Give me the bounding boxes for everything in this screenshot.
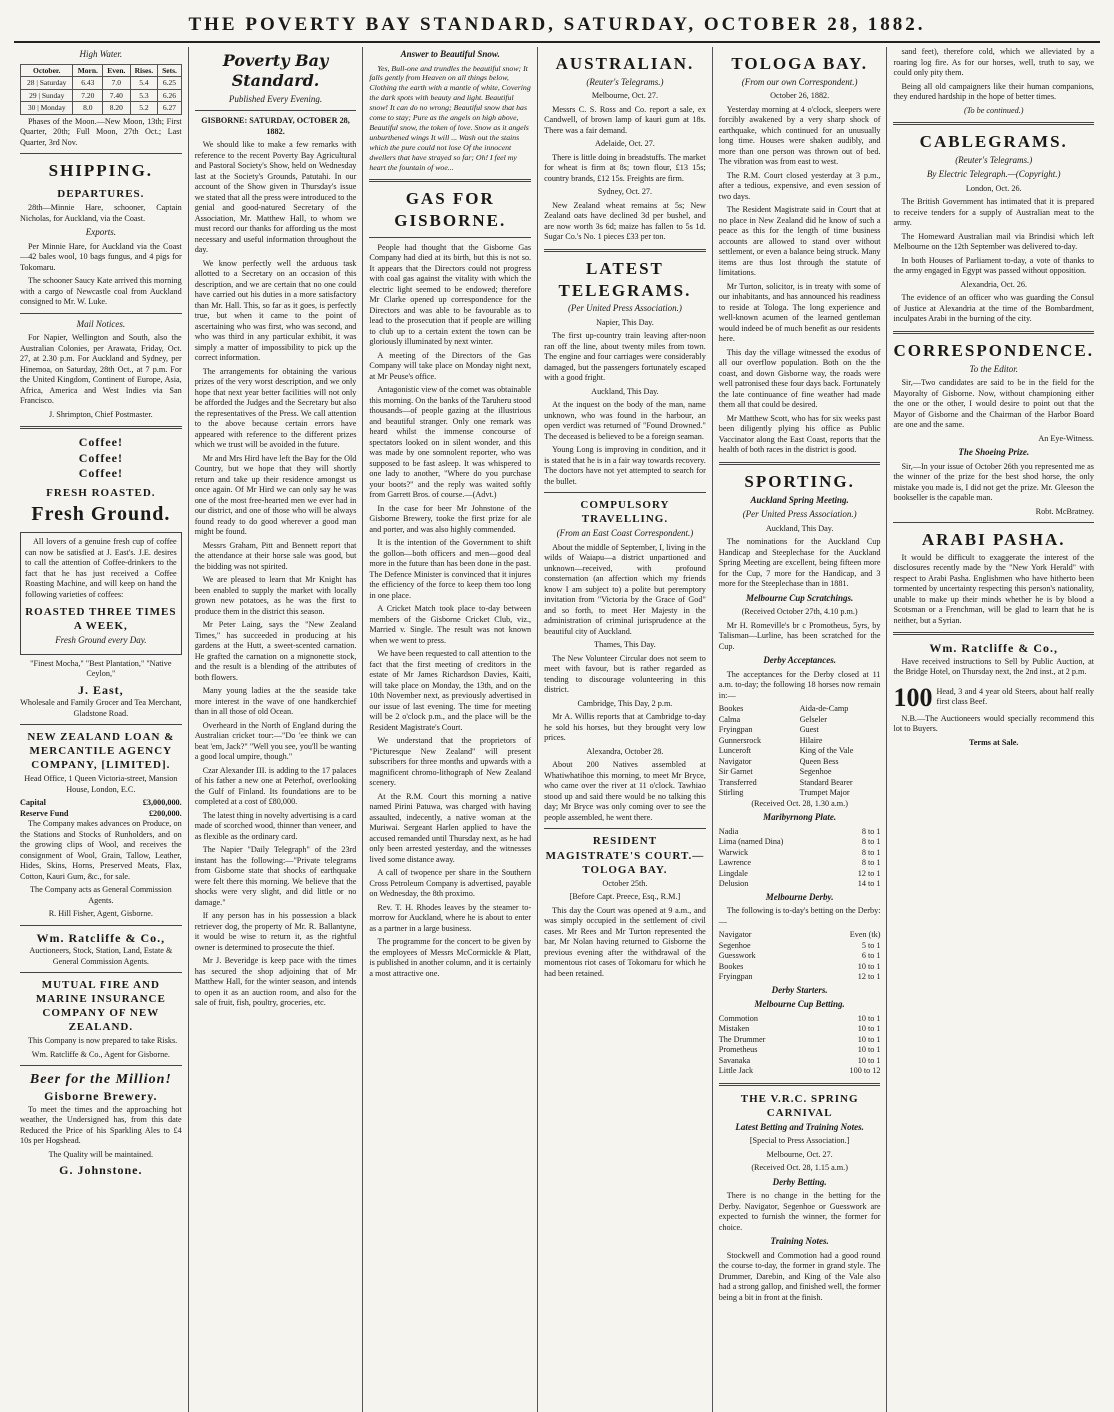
article-paragraph: The programme for the concert to be given by the employees of Messrs McCormickle & Platt, is published in another column, and it is certainly a most attractive one. <box>369 937 532 978</box>
brewery-text: To meet the times and the approaching hot weather, the Undersigned has, from this date Reduced the Price of his Sparkling Ales to £4 10s per Hogshead. <box>20 1104 182 1146</box>
brewery: Gisborne Brewery. <box>44 1089 158 1104</box>
article-paragraph: Young Long is improving in condition, and it is stated that he is in a fair way towards recovery. The doctors have not yet attempted to search for the bullet. <box>544 445 706 486</box>
capital-row: Capital £3,000,000. <box>20 798 182 808</box>
list-item: Bookes <box>718 704 744 714</box>
odds-row <box>719 1056 881 1067</box>
melb-derby: Melbourne Derby. <box>765 891 834 902</box>
head-office: Head Office, 1 Queen Victoria-street, Mansion House, London, E.C. <box>24 774 178 794</box>
dateline-london: London, Oct. 26. <box>965 183 1022 193</box>
tologa-date: October 26, 1882. <box>770 91 830 101</box>
derby-odds-list <box>719 930 881 983</box>
tide-cell: 6.27 <box>158 102 181 115</box>
article-paragraph: If any person has in his possession a black retriever dog, the property of Mr. R. Ballantyne, it would be wise to return it, as the rightful owner is determined to prosecute the thief. <box>194 911 357 952</box>
odds-row <box>719 1066 881 1077</box>
mutual-agent: Wm. Ratcliffe & Co., Agent for Gisborne. <box>31 1049 170 1059</box>
list-item: Standard Bearer <box>799 777 853 787</box>
dateline-adelaide: Adelaide, Oct. 27. <box>595 139 655 149</box>
odds-row <box>719 1014 881 1025</box>
list-item: Transferred <box>718 777 757 787</box>
article-paragraph: The New Volunteer Circular does not seem to meet with favour, but is rather regarded as tending to discourage volunteering in this district. <box>544 653 706 695</box>
list-item: Stirling <box>718 788 744 798</box>
column-5 <box>713 47 888 1412</box>
article-paragraph: Antagonistic view of the comet was obtainable this morning. On the banks of the Taruheru stood thousands—of people gazing at the illustrious and beautiful stranger. Only one remark was heard whilst the immense concourse of spectators looked on in silent wonder, and this was made by one somnolent reporter, who was supposed to be fast asleep. It was whispered to one lady to another, "Where do you purchase your boots?" and the reply was waited softly from Garrett Bros. of course.—(Advt.) <box>369 385 532 500</box>
odds-row <box>719 848 881 859</box>
latest-telegrams-heading: LATEST TELEGRAMS. <box>558 258 692 300</box>
article-paragraph: The following is to-day's betting on the Derby:— <box>718 906 881 926</box>
odds-row <box>719 951 881 962</box>
odds-value: 10 to 1 <box>857 1045 881 1055</box>
derby-acc: Derby Acceptances. <box>763 655 836 666</box>
spring-meeting: Auckland Spring Meeting. <box>750 494 849 505</box>
paper-title: Poverty Bay Standard. <box>222 51 329 91</box>
head-count: 100 <box>893 682 933 712</box>
fresh-roasted: FRESH ROASTED. <box>46 487 156 500</box>
tide-header-cell: Morn. <box>73 64 103 77</box>
horse-name: Lima (named Dina) <box>718 837 784 847</box>
article-paragraph: Overheard in the North of England during the Australian cricket tour:—"Do 'ee think we can beat 'em, Jack?" "Well you see, you'll be wanting a good local umpire, though." <box>194 720 357 762</box>
terms: Terms at Sale. <box>968 737 1019 747</box>
coffee-3: Coffee! <box>78 465 123 480</box>
maribyrnong: Maribyrnong Plate. <box>763 812 837 823</box>
coffee-1: Coffee! <box>78 435 123 450</box>
east-sub: Wholesale and Family Grocer and Tea Merchant, Gladstone Road. <box>20 698 182 718</box>
article-paragraph: In the case for beer Mr Johnstone of the Gisborne Brewery, tooke the first prize for ale and porter, and was also highly commended. <box>369 503 532 534</box>
quality: The Quality will be maintained. <box>48 1149 154 1159</box>
article-paragraph: Mr Matthew Scott, who has for six weeks past been diligently plying his office as Public Vaccinator along the East Coast, reports that the health of both races in the district is good. <box>718 413 881 455</box>
odds-value: 8 to 1 <box>861 847 881 857</box>
article-paragraph: sand feet), therefore cold, which we alleviated by a roaring log fire. As for our horses, well, truth to say, we could only pity them. <box>893 47 1094 77</box>
odds-value: 12 to 1 <box>857 972 881 982</box>
masthead: THE POVERTY BAY STANDARD, SATURDAY, OCTOBER 28, 1882. <box>14 10 1100 43</box>
mocha-line: "Finest Mocha," "Best Plantation," "Native Ceylon," <box>30 658 172 679</box>
wm2-name: Wm. Ratcliffe & Co., <box>929 641 1059 656</box>
column-3 <box>363 47 538 1412</box>
article-paragraph: About 200 Natives assembled at Whatiwhatihoe this morning, to meet Mr Bryce, who came over the river at 11 o'clock. Tawhiao stood up and said there would be no talking this day; Mr Bryce was only coming over to see the people assembled, he went there. <box>544 760 706 822</box>
column-6 <box>887 47 1100 1412</box>
vrc-sub: Latest Betting and Training Notes. <box>735 1121 864 1132</box>
table-row <box>21 77 182 90</box>
odds-row <box>719 941 881 952</box>
vrc-heading: THE V.R.C. SPRING CARNIVAL <box>740 1092 859 1119</box>
horse-name: Mistaken <box>718 1024 750 1034</box>
tide-cell: 28 | Saturday <box>21 77 73 90</box>
article-paragraph: The acceptances for the Derby closed at 11 a.m. to-day; the following 18 horses now remain in:— <box>718 669 881 700</box>
australian-sub: (Reuter's Telegrams.) <box>586 76 664 87</box>
latest-sub: (Per United Press Association.) <box>567 303 682 314</box>
column-1 <box>14 47 189 1412</box>
odds-value: 6 to 1 <box>861 951 881 961</box>
article-paragraph: Mr A. Willis reports that at Cambridge to-day he sold his horses, but they brought very low prices. <box>544 712 706 743</box>
article-paragraph: The R.M. Court closed yesterday at 3 p.m., after a tedious, expensive, and even session of two days. <box>718 170 881 201</box>
article-paragraph: Sir,—In your issue of October 26th you represented me as the winner of the prize for the best shod horse, the only mistake you made is, I did not get the prize. Mr. Gleeson the bookseller is the capable man. <box>893 461 1094 503</box>
exports-heading: Exports. <box>85 227 116 238</box>
article-paragraph: People had thought that the Gisborne Gas Company had died at its birth, but this is not so. It appears that the Directors could not progress with coal gas against the vitality with which the electric light seemed to be endowed; therefore Mr Clarke opened up correspondence for the Directors and was able to be favourable as to lead to the prosecution that if people are willing to club up to a certain extent the town can be gloriously illuminated by next winter. <box>369 242 532 347</box>
article-paragraph: The first up-country train leaving after-noon ran off the line, about twenty miles from town. The engine and four carriages were considerably damaged, but the passengers fortunately escaped with a good fright. <box>544 331 706 383</box>
compulsory-heading: COMPULSORY TRAVELLING. <box>580 499 670 526</box>
cable-sub: (Reuter's Telegrams.) <box>955 154 1033 165</box>
gas-heading: GAS FOR GISBORNE. <box>394 189 507 230</box>
odds-row <box>719 972 881 983</box>
cable-sub2: By Electric Telegraph.—(Copyright.) <box>926 169 1061 180</box>
coffee-ad <box>20 532 182 655</box>
tologa-heading: TOLOGA BAY. <box>731 54 868 73</box>
columns <box>14 47 1100 1412</box>
johnstone: G. Johnstone. <box>59 1163 143 1178</box>
article-paragraph: Stockwell and Commotion had a good round the course to-day, the former in grand style. The Drummer, Darebin, and King of the Vale also had a strong gallop, and finished well, the former being a bit in front at the finish. <box>718 1250 881 1302</box>
article-paragraph: At the R.M. Court this morning a native named Pirini Patuwa, was charged with having assaulted, indecently, a native woman at the Muriwai. Sergeant Harlen applied to have the accused remanded until Thursday next, as he had only been arrested yesterday, and the witnesses lived some distance away. <box>369 791 532 864</box>
dateline-thames: Thames, This Day. <box>594 640 656 650</box>
article-paragraph: The evidence of an officer who was guarding the Consul of Justice at Alexandria at the time of the Bombardment, inculpates Arabi in the burning of the city. <box>893 293 1094 324</box>
odds-value: Even (tk) <box>849 930 881 940</box>
melb-cup-date: (Received October 27th, 4.10 p.m.) <box>741 607 858 617</box>
odds-value: 10 to 1 <box>857 1034 881 1044</box>
horse-name: Lingdale <box>718 868 748 878</box>
article-paragraph: New Zealand wheat remains at 5s; New Zealand oats have declined 3d per bushel, and are now worth 3s 6d; maize has fallen to 5s 1d. Sugar Co.'s No. 1 pieces £33 per ton. <box>544 200 706 242</box>
tide-cell: 7.0 <box>103 77 130 90</box>
moon-phases: Phases of the Moon.—New Moon, 13th; First Quarter, 20th; Full Moon, 27th Oct.; Last Quarter, 3rd Nov. <box>20 116 182 147</box>
coffee-2: Coffee! <box>78 450 123 465</box>
list-item: Sir Garnet <box>718 767 753 777</box>
tide-cell: 30 | Monday <box>21 102 73 115</box>
steers: Head, 3 and 4 year old Steers, about half really first class Beef. <box>936 686 1094 707</box>
corr-sign: An Eye-Witness. <box>1038 433 1094 443</box>
article-paragraph: This day the Court was opened at 9 a.m., and was simply occupied in the settlement of civil cases. Mr Rees and Mr Turton represented the bar, Mr Nolan having returned to Gisborne the previous evening after the withdrawal of the momentous riot cases of Tokomaru for which he had been retained. <box>544 905 706 978</box>
rmc-heading: RESIDENT MAGISTRATE'S COURT.—TOLOGA BAY. <box>545 835 705 876</box>
list-item: Lunceroft <box>718 746 752 756</box>
rmc-before: [Before Capt. Preece, Esq., R.M.] <box>569 892 681 902</box>
to-be-continued: (To be continued.) <box>963 105 1024 115</box>
horse-name: Segenhoe <box>718 940 751 950</box>
tologa-sub: (From our own Correspondent.) <box>741 76 858 87</box>
cattle-ad <box>893 681 1094 714</box>
vrc-melb: Melbourne, Oct. 27. <box>766 1149 833 1159</box>
odds-value: 10 to 1 <box>857 1024 881 1034</box>
article-paragraph: Being all old campaigners like their human companions, they endured hardship in the hope of better times. <box>893 81 1094 101</box>
article-paragraph: The latest thing in novelty advertising is a card made of scorched wood, thinner than veneer, and as flexible as the ordinary card. <box>194 810 357 841</box>
tide-header-cell: Sets. <box>158 64 181 77</box>
list-item: Navigator <box>718 756 752 766</box>
dateline-auckland: Auckland, This Day. <box>591 386 659 396</box>
list-item: Aida-de-Camp <box>799 704 849 714</box>
horse-name: Navigator <box>718 930 752 940</box>
odds-row <box>719 962 881 973</box>
article-paragraph: The British Government has intimated that it is prepared to receive tenders for a supply of Australian meat to the army. <box>893 197 1094 228</box>
horse-name: Nadia <box>718 826 739 836</box>
list-item: Fryingpan <box>718 725 753 735</box>
tide-cell: 29 | Sunday <box>21 89 73 102</box>
arabi-heading: ARABI PASHA. <box>921 530 1066 550</box>
melb-cup-betting: Melbourne Cup Betting. <box>754 999 845 1010</box>
cup-odds-list <box>719 1014 881 1077</box>
vrc-recv: (Received Oct. 28, 1.15 a.m.) <box>751 1163 848 1173</box>
wm-name: Wm. Ratcliffe & Co., <box>36 930 166 945</box>
article-paragraph: There is little doing in breadstuffs. The market for wheat is firm at 8s; town flour, £13 15s; country brands, £12 15s. Freights are firm. <box>544 152 706 183</box>
list-item: Trumpet Major <box>799 788 850 798</box>
horse-name: Savanaka <box>718 1055 751 1065</box>
spring-dateline: Auckland, This Day. <box>765 523 834 533</box>
article-paragraph: The Resident Magistrate said in Court that at no place in New Zealand did he know of such a peace as this for the length of time business accounts are allowed to stand over without settlement, or even a balance being struck. Many items are thus lost through the statute of limitations. <box>718 205 881 278</box>
to-editor: To the Editor. <box>969 363 1018 374</box>
dateline-napier: Napier, This Day. <box>596 317 654 327</box>
article-paragraph: A meeting of the Directors of the Gas Company will take place on Monday night next, at Mr Peuse's office. <box>369 350 532 381</box>
postmaster: J. Shrimpton, Chief Postmaster. <box>48 409 153 419</box>
odds-value: 10 to 1 <box>857 1013 881 1023</box>
wm-sub: Auctioneers, Stock, Station, Land, Estate & General Commission Agents. <box>29 946 173 966</box>
list-item: Segenhoe <box>799 767 832 777</box>
article-paragraph: Have received instructions to Sell by Public Auction, at the Bridge Hotel, on Thursday next, the 2nd inst., at 2 p.m. <box>893 656 1094 677</box>
mutual-text: This Company is now prepared to take Risks. <box>28 1036 178 1046</box>
article-paragraph: It would be difficult to exaggerate the interest of the disclosures recently made by the "New York Herald" with respect to Arabi Pasha. Englishmen who have hitherto been tormented by uncertainty respecting this person's nationality, unable to make up their minds whether he is by blood a Scotsman or a Frenchman, will be glad to learn that he is neither, but a Syrian. <box>893 552 1094 625</box>
horse-name: Fryingpan <box>718 972 753 982</box>
article-paragraph: Yesterday morning at 4 o'clock, sleepers were forcibly awakened by a very sharp shock of earthquake, which continued for an unusually long time. Houses were shaken audibly, and more than one person was thrown out of bed. The vibration was from east to west. <box>718 104 881 167</box>
article-paragraph: Mr and Mrs Hird have left the Bay for the Old Country, but we hope that they will shortly return and take up their residence amongst us once again. Of Mr Hird we can only say he was one of the most free-hearted men we ever had in our district, and one of those who will be always found ready to do good wherever a good man might be found. <box>194 453 357 537</box>
article-paragraph: We should like to make a few remarks with reference to the recent Poverty Bay Agricultural and Pastoral Society's Show, held on Wednesday last at the Society's Grounds, Patutahi. In our account of the Show given in Thursday's issue we stated that all the press were introduced to the genial and good-natured Secretary of the Association, Mr. Matthew Hall, to whom we must record our thanks for affording us the most necessary and useful information throughout the day. <box>194 140 357 255</box>
article-paragraph: Mr J. Beveridge is keep pace with the times has secured the shop adjoining that of Mr Matthew Hall, for the winter season, and intends to open it as an auction room, and also for the sale of fruit, fish, poultry, groceries, etc. <box>194 956 357 1008</box>
horse-name: Little Jack <box>718 1066 754 1076</box>
nz-loan: NEW ZEALAND LOAN & MERCANTILE AGENCY COMPANY, [LIMITED]. <box>27 731 175 772</box>
article-paragraph: Sir,—Two candidates are said to be in the field for the Mayoralty of Gisborne. Now, without championing either the one or the other, I would desire to point out that the Mayor of Gisborne and the Chairman of the Harbor Board are one and the same. <box>893 378 1094 430</box>
article-paragraph: Mr Turton, solicitor, is in treaty with some of our inhabitants, and has announced his readiness to reside at Tologa. The long experience and well-known acumen of the learned gentleman would indeed be of much benefit as our residents here. <box>718 281 881 344</box>
odds-row <box>719 827 881 838</box>
tide-title: High Water. <box>79 49 123 59</box>
vrc-press: [Special to Press Association.] <box>749 1136 850 1146</box>
dateline-alexandria: Alexandria, Oct. 26. <box>960 279 1028 289</box>
rmc-date: October 25th. <box>602 878 648 888</box>
ground-line: Fresh Ground every Day. <box>55 635 147 646</box>
odds-value: 100 to 12 <box>849 1066 881 1076</box>
mari-odds-list <box>719 827 881 890</box>
column-2 <box>189 47 364 1412</box>
company-text: The Company makes advances on Produce, on the Stations and Stocks of Runholders, and on the growing clips of Wool, and receives the consignment of Wool, Grain, Tallow, Leather, Hides, Skins, Horns, Preserved Meats, Flax, Cotton, Kauri Gum, &c., for sale. <box>20 819 182 881</box>
article-paragraph: N.B.—The Auctioneers would specially recommend this lot to Buyers. <box>893 713 1094 734</box>
dateline: GISBORNE: SATURDAY, OCTOBER 28, 1882. <box>201 116 350 136</box>
dateline-alexandra: Alexandra, October 28. <box>586 746 664 756</box>
article-paragraph: The arrangements for obtaining the various prizes of the very worst description, and we only hope that next year better facilities will not only be afforded the Judges and the Secretary but also the representatives of the Press. We call attention to the above because certain errors have appeared with reference to the different prizes which we trust will be avoided in the future. <box>194 366 357 450</box>
article-paragraph: There is no change in the betting for the Derby. Navigator, Segenhoe or Guesswork are expected to furnish the winner, the former for choice. <box>718 1191 881 1232</box>
tide-table <box>20 64 182 115</box>
article-paragraph: The nominations for the Auckland Cup Handicap and Steeplechase for the Auckland Spring Meeting are excellent, being fifteen more for the Cup, 7 more for the Handicap, and 3 more for the Steeplechase than in 1881. <box>718 537 881 589</box>
tide-cell: 5.2 <box>130 102 158 115</box>
odds-value: 14 to 1 <box>857 879 881 889</box>
odds-row <box>719 858 881 869</box>
article-paragraph: We know perfectly well the arduous task allotted to a Secretary on an occasion of this description, and we are certain that no one could have carried out his duties in a more satisfactory than Mr. Hall. This, so far as it goes, is perfectly true, but when it came to the point of ascertaining who was first, who was second, and who was third in any particular exhibit, it was simply a matter of impossibility to pick up the correct information. <box>194 258 357 363</box>
article-paragraph: About the middle of September, I, living in the wilds of Waiapu—a district unpartioned and unknown—received, with profound consternation (an affection which my friends know I am subject to) a polite but peremptory invitation from "Victoria by the Grace of God" and so forth, to meet Her Majesty in the administration of criminal jurisprudence at the beautiful city of Auckland. <box>544 542 706 636</box>
tide-cell: 6.25 <box>158 77 181 90</box>
tide-header-cell: Even. <box>103 64 130 77</box>
article-paragraph: Mr H. Romeville's br c Promotheus, 5yrs, by Talisman—Lurline, has been scratched for the Cup. <box>718 620 881 651</box>
sporting-heading: SPORTING. <box>744 471 855 491</box>
fresh-ground: Fresh Ground. <box>31 503 171 526</box>
article-paragraph: We are pleased to learn that Mr Knight has been enabled to supply the market with locally grown new potatoes, as he was the first to produce them in the district this season. <box>194 575 357 616</box>
article-paragraph: At the inquest on the body of the man, name unknown, who was found in the harbour, an open verdict was returned of "Found Drowned." The deceased is believed to be a foreign seaman. <box>544 400 706 441</box>
odds-row <box>719 930 881 941</box>
departures-heading: DEPARTURES. <box>57 188 145 201</box>
mail-heading: Mail Notices. <box>76 318 126 329</box>
list-item: Hilaire <box>799 735 823 745</box>
article-paragraph: Messrs C. S. Ross and Co. report a sale, ex Candwell, of brown lamp of kauri gum at 18s. There was a fair demand. <box>544 104 706 135</box>
mail-text: For Napier, Wellington and South, also the Australian Colonies, per Arawata, Friday, Oct. 27, at 2.30 p.m. For Auckland and Sydney, per Hinemoa, on Saturday, 28th Oct., at 7 p.m. For the United Kingdom, Continent of Europe, Asia, Africa, America and West Indies via San Francisco. <box>20 333 182 406</box>
list-item: Guest <box>799 725 819 735</box>
tide-cell: 5.4 <box>130 77 158 90</box>
reserve-row: Reserve Fund £200,000. <box>20 808 182 818</box>
derby-starters: Derby Starters. <box>771 984 828 995</box>
poem-title: Answer to Beautiful Snow. <box>400 49 500 59</box>
tide-header-cell: October. <box>21 64 73 77</box>
odds-row <box>719 879 881 890</box>
article-paragraph: This day the village witnessed the exodus of all our overflow population. Both on the the coast, and down Gisborne way, the roads were well patronised these four days back. Fortunately the late continuance of fine weather had made them all that could be desired. <box>718 347 881 410</box>
beer: Beer for the Million! <box>29 1072 172 1088</box>
horse-name: Commotion <box>718 1013 758 1023</box>
article-paragraph: We understand that the proprietors of "Picturesque New Zealand" will present subscribers for three months and upwards with a magnificent chromo-lithograph of New Zealand scenery. <box>369 736 532 788</box>
list-item: Gelseler <box>799 714 827 724</box>
spring-sub: (Per United Press Association.) <box>742 509 857 520</box>
departures-text: 28th—Minnie Hare, schooner, Captain Nicholas, for Auckland, via the Coast. <box>20 203 182 223</box>
list-item: Gunnersrock <box>718 735 762 745</box>
article-paragraph: Messrs Graham, Pitt and Bennett report that the attendance at their horse sale was good, but the bidding was not spirited. <box>194 540 357 571</box>
australian-heading: AUSTRALIAN. <box>555 54 695 73</box>
horse-name: Prometheus <box>718 1045 758 1055</box>
tide-cell: 6.43 <box>73 77 103 90</box>
odds-value: 5 to 1 <box>861 940 881 950</box>
odds-row <box>719 837 881 848</box>
list-item: Queen Bess <box>799 756 839 766</box>
odds-value: 8 to 1 <box>861 858 881 868</box>
tide-cell: 7.40 <box>103 89 130 102</box>
odds-value: 10 to 1 <box>857 1055 881 1065</box>
vrc-derby: Derby Betting. <box>772 1176 827 1187</box>
tide-cell: 7.20 <box>73 89 103 102</box>
fisher: R. Hill Fisher, Agent, Gisborne. <box>48 909 153 919</box>
agent-text: The Company acts as General Commission Agents. <box>30 885 172 905</box>
poem: Yes, Bull-one and trundles the beautiful snow; It falls gently from Heaven on all things below, Clothing the earth with a mantle of white, Covering the dark spots with beauty and light. Beautiful snow! It can do no wrong; Beautiful snow that has come to stay; Pure as the angels on high above, Beautiful snow, the token of love. Snow as it angels unburthened wings It will ... Wash out the stains which the pure could not lose Of the innocent dwellers that have strayed so far; Oh! I feel my heart the fountain of woe... <box>369 63 531 173</box>
tide-cell: 5.3 <box>130 89 158 102</box>
list-item: Calma <box>718 714 741 724</box>
derby-horses-list <box>719 704 881 799</box>
shipping-heading: SHIPPING. <box>48 161 154 181</box>
correspondence-heading: CORRESPONDENCE. <box>893 340 1094 360</box>
dateline-sydney: Sydney, Oct. 27. <box>597 187 653 197</box>
table-row <box>21 89 182 102</box>
tide-cell: 8.0 <box>73 102 103 115</box>
horse-name: Warwick <box>718 847 749 857</box>
tide-header-cell: Rises. <box>130 64 158 77</box>
odds-value: 12 to 1 <box>857 868 881 878</box>
tide-cell: 8.20 <box>103 102 130 115</box>
article-paragraph: Rev. T. H. Rhodes leaves by the steamer to-morrow for Auckland, where he is about to enter as a partner in a large business. <box>369 902 532 933</box>
horse-name: Bookes <box>718 961 744 971</box>
article-paragraph: It is the intention of the Government to shift the gollon—both officers and men—good deal more in the future than has been done in the past. The Defence Minister is convinced that it injures the efficiency of the force to keep them too long in one place. <box>369 538 532 600</box>
dateline-cambridge: Cambridge, This Day, 2 p.m. <box>577 698 673 708</box>
article-paragraph: Mr Peter Laing, says the "New Zealand Times," has succeeded in producing at his gardens at the Hutt, a sweet-scented carnation. He grafted the carnation on a mignonette stock, and the result is a blending of the attributes of both flowers. <box>194 620 357 682</box>
odds-value: 10 to 1 <box>857 961 881 971</box>
horse-name: The Drummer <box>718 1034 766 1044</box>
horse-name: Delusion <box>718 879 749 889</box>
exports-text: Per Minnie Hare, for Auckland via the Coast—42 bales wool, 10 bags fungus, and 4 pigs for Tokomaru. <box>20 241 182 272</box>
cablegrams-heading: CABLEGRAMS. <box>919 132 1068 151</box>
derby-recv: (Received Oct. 28, 1.30 a.m.) <box>751 798 848 808</box>
odds-row <box>719 1035 881 1046</box>
ship-news: The schooner Saucy Kate arrived this morning with a cargo of Newcastle coal from Auckland consigned to Mr. W. Luke. <box>20 276 182 307</box>
list-item: King of the Vale <box>799 746 854 756</box>
odds-row <box>719 869 881 880</box>
coffee-ad-text: All lovers of a genuine fresh cup of coffee can now be satisfied at J. East's. J.E. desires to call the attention of Coffee-drinkers to the fact that he has just received a Coffee Roasting Machine, and will keep on hand the following varieties of coffees: <box>25 537 177 599</box>
horse-name: Lawrence <box>718 858 752 868</box>
compulsory-sub: (From an East Coast Correspondent.) <box>556 528 694 539</box>
tide-cell: 6.26 <box>158 89 181 102</box>
article-paragraph: Many young ladies at the the seaside take more interest in the wave of one handkerchief than in all those of old Ocean. <box>194 686 357 717</box>
east-name: J. East, <box>78 682 124 697</box>
article-paragraph: The Homeward Australian mail via Brindisi which left Melbourne on the 12th September was delivered to-day. <box>893 231 1094 252</box>
mutual: MUTUAL FIRE AND MARINE INSURANCE COMPANY OF NEW ZEALAND. <box>35 979 166 1034</box>
published-line: Published Every Evening. <box>228 93 323 104</box>
article-paragraph: Czar Alexander III. is adding to the 17 palaces of his father a new one at Peterhof, overlooking the Gulf of Finland. Its foundations are to be completed at a cost of £80,000. <box>194 765 357 807</box>
odds-value: 8 to 1 <box>861 837 881 847</box>
odds-row <box>719 1045 881 1056</box>
odds-row <box>719 1024 881 1035</box>
shoe-sign: Robt. McBratney. <box>1035 506 1094 516</box>
shoeing-heading: The Shoeing Prize. <box>958 447 1030 458</box>
roasted-line: ROASTED THREE TIMES A WEEK, <box>25 606 177 633</box>
article-paragraph: We have been requested to call attention to the fact that the first meeting of creditors in the estate of Mr James Richardson Davies, Kaiti, will take place on Monday, the 13th, and on the 10th November next, as previously advertised in our issue of last evening. The time for meeting will be 2 o'clock p.m., and the place will be the Resident Magistrate's Court. <box>369 649 532 732</box>
article-paragraph: In both Houses of Parliament to-day, a vote of thanks to the army engaged in Egypt was passed without opposition. <box>893 255 1094 276</box>
melb-cup-scratch: Melbourne Cup Scratchings. <box>746 592 854 603</box>
column-4 <box>538 47 713 1412</box>
odds-value: 8 to 1 <box>861 826 881 836</box>
article-paragraph: A call of twopence per share in the Southern Cross Petroleum Company is advertised, payable on Wednesday, the 8th proximo. <box>369 868 532 899</box>
article-paragraph: A Cricket Match took place to-day between members of the Gisborne Cricket Club, viz., Married v. Single. The result was not known when we went to press. <box>369 604 532 645</box>
table-row <box>21 102 182 115</box>
dateline-melbourne: Melbourne, Oct. 27. <box>591 91 659 101</box>
article-paragraph: The Napier "Daily Telegraph" of the 23rd instant has the following:—"Private telegrams from Gisborne state that shocks of earthquake were felt there this morning. We believe that the shocks were very slight, and did little or no damage." <box>194 845 357 907</box>
training-notes: Training Notes. <box>770 1236 829 1247</box>
horse-name: Guesswork <box>718 951 756 961</box>
